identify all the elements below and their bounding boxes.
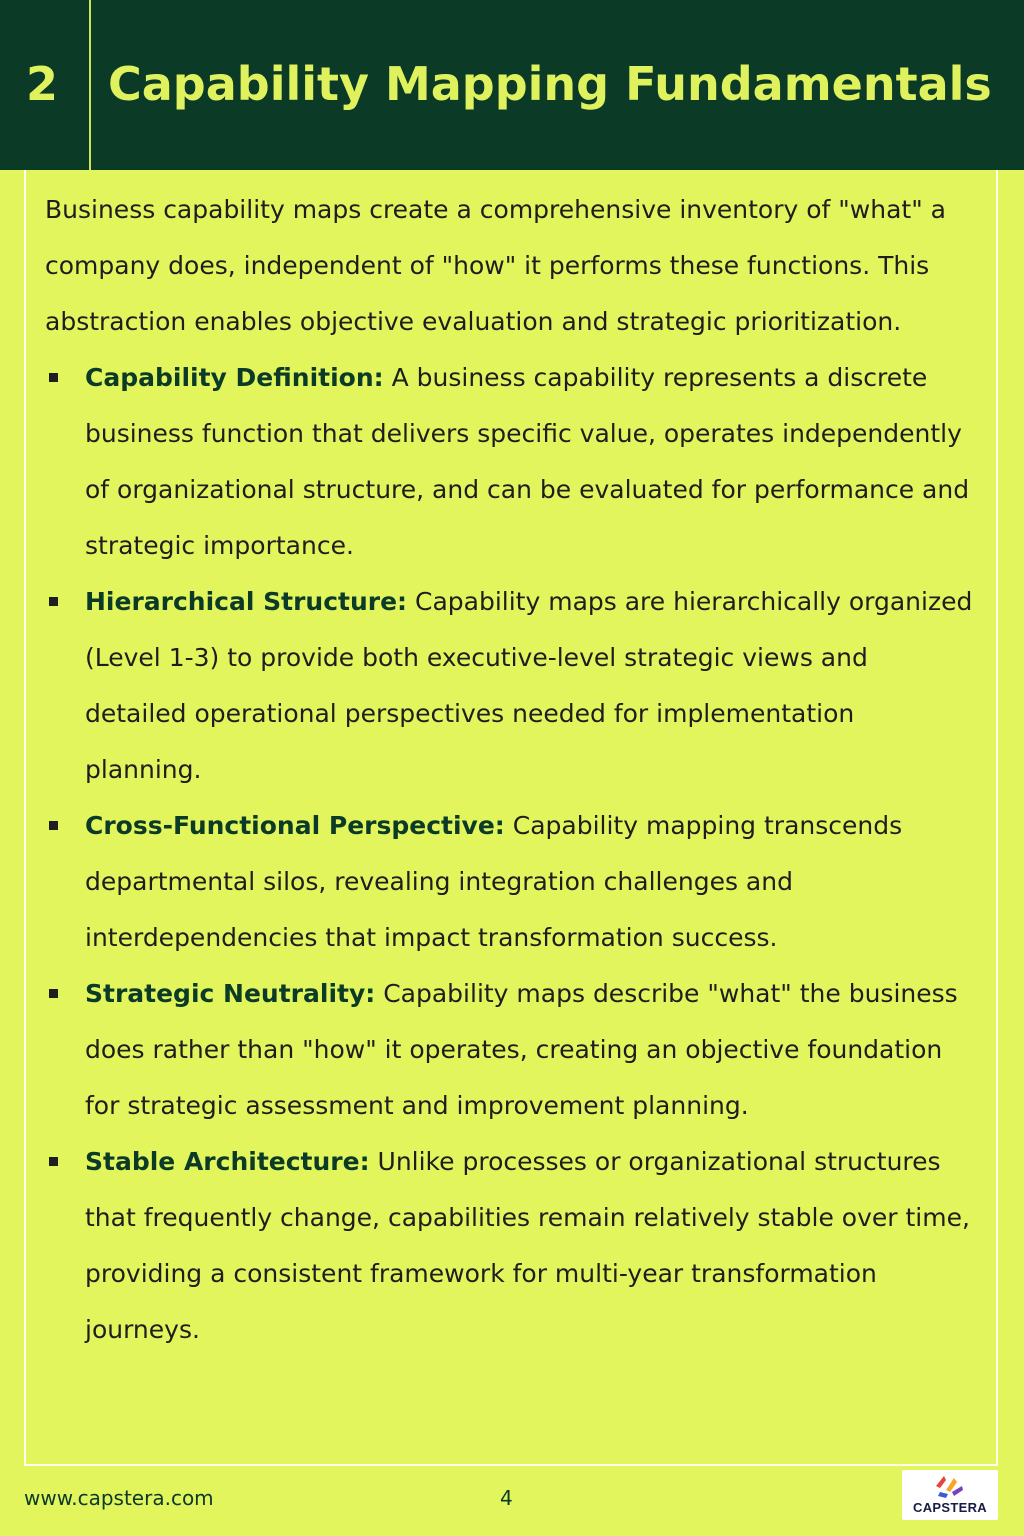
capstera-logo-icon — [932, 1472, 968, 1500]
logo-text: CAPSTERA — [913, 1500, 987, 1515]
footer-url[interactable]: www.capstera.com — [24, 1486, 214, 1510]
bullet-item-strategic-neutrality — [45, 966, 975, 1134]
bullet-item-hierarchical-structure — [45, 574, 975, 798]
bullet-item-capability-definition — [45, 350, 975, 574]
bullet-text: A business capability represents a discrete business function that delivers specific value, operates independently of organizational structure, and can be evaluated for performance and strategic importance. — [85, 363, 970, 560]
square-bullet-icon — [49, 373, 58, 382]
header-divider — [89, 0, 91, 170]
intro-paragraph: Business capability maps create a comprehensive inventory of "what" a company does, independent of "how" it performs these functions. This abstraction enables objective evaluation and strategic prioritization. — [45, 195, 946, 336]
bullet-text: Capability maps are hierarchically organized (Level 1-3) to provide both executive-level strategic views and detailed operational perspectives needed for implementation planning. — [85, 587, 973, 784]
square-bullet-icon — [49, 821, 58, 830]
square-bullet-icon — [49, 989, 58, 998]
page-title: Capability Mapping Fundamentals — [108, 57, 992, 111]
page-number: 4 — [500, 1486, 513, 1510]
capstera-logo — [902, 1470, 998, 1520]
bullet-term: Stable Architecture: — [85, 1147, 370, 1176]
bullet-term: Capability Definition: — [85, 363, 384, 392]
bullet-text: Unlike processes or organizational structures that frequently change, capabilities remain relatively stable over time, providing a consistent framework for multi-year transformation journeys. — [85, 1147, 970, 1344]
section-number: 2 — [26, 57, 59, 111]
bullet-item-stable-architecture — [45, 1134, 975, 1358]
bullet-term: Hierarchical Structure: — [85, 587, 408, 616]
main-content — [45, 182, 975, 1358]
bullet-term: Strategic Neutrality: — [85, 979, 376, 1008]
page-header — [0, 0, 1024, 170]
bullet-item-cross-functional-perspective — [45, 798, 975, 966]
bullet-text: Capability maps describe "what" the business does rather than "how" it operates, creating an objective foundation for strategic assessment and improvement planning. — [85, 979, 958, 1120]
bullet-term: Cross-Functional Perspective: — [85, 811, 505, 840]
bullet-text: Capability mapping transcends departmental silos, revealing integration challenges and interdependencies that impact transformation success. — [85, 811, 903, 952]
square-bullet-icon — [49, 1157, 58, 1166]
bullet-list — [45, 350, 975, 1358]
square-bullet-icon — [49, 597, 58, 606]
